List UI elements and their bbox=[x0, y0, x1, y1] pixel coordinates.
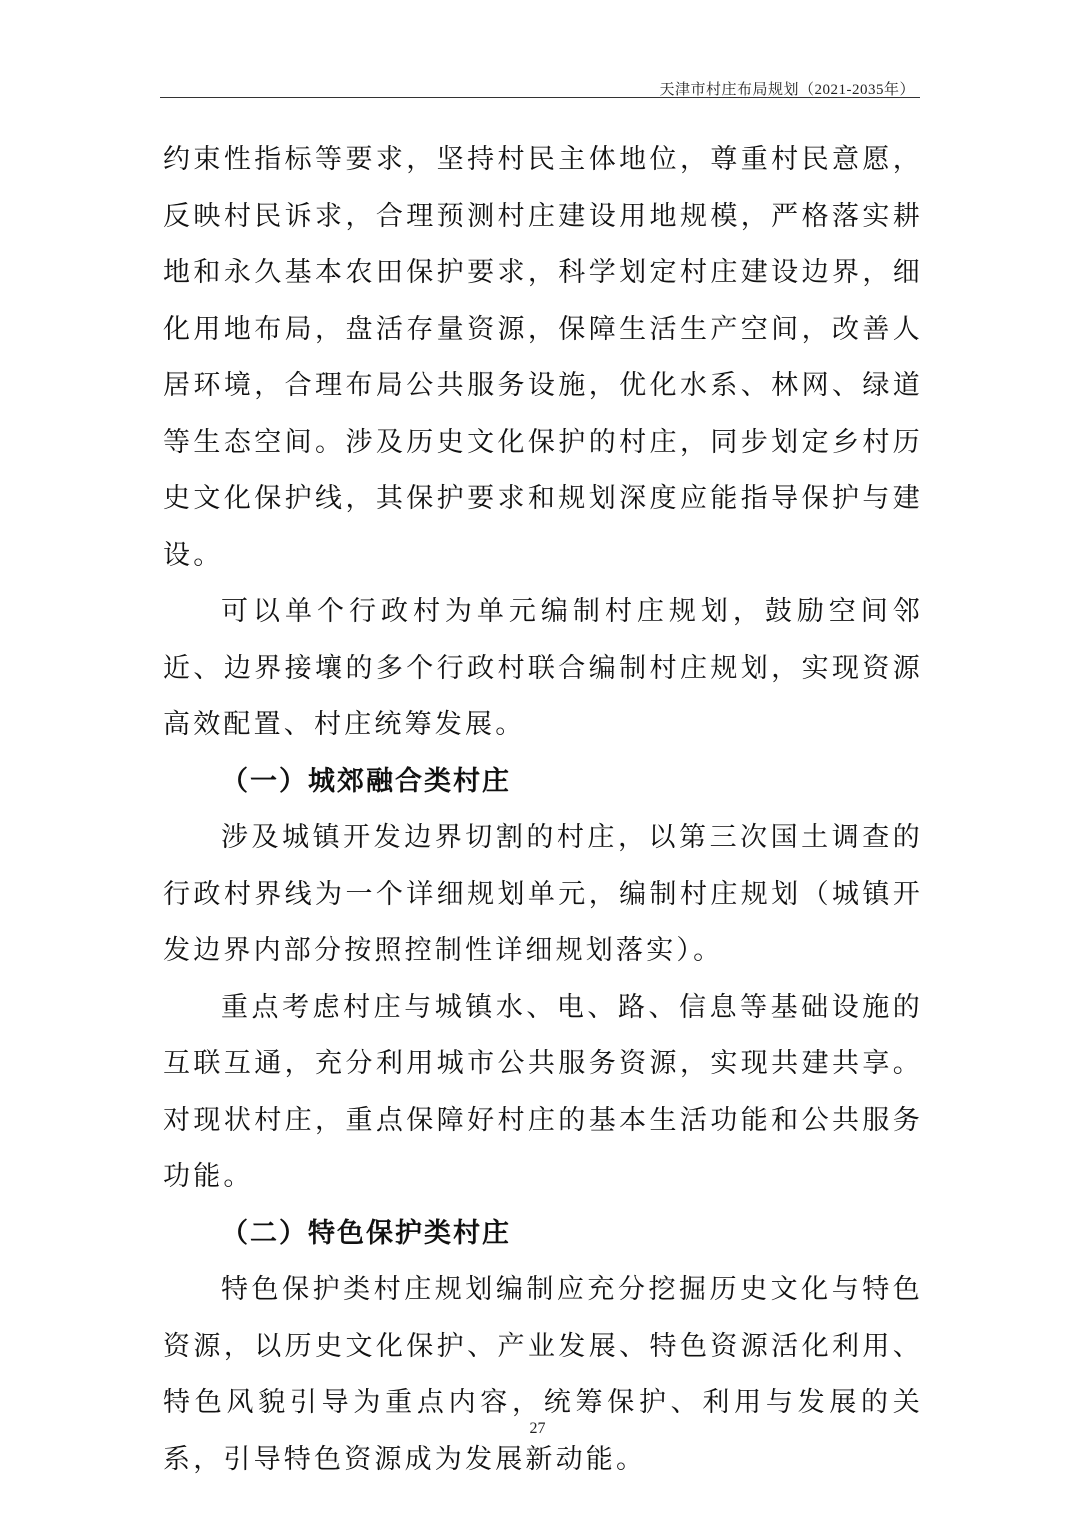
paragraph-continued: 约束性指标等要求，坚持村民主体地位，尊重村民意愿，反映村民诉求，合理预测村庄建设用地规模，严格落实耕地和永久基本农田保护要求，科学划定村庄建设边界，细化用地布局，盘活存量资源，保障生活生产空间，改善人居环境，合理布局公共服务设施，优化水系、林网、绿道等生态空间。涉及历史文化保护的村庄，同步划定乡村历史文化保护线，其保护要求和规划深度应能指导保护与建设。 bbox=[163, 144, 923, 571]
paragraph-suburban-boundary: 涉及城镇开发边界切割的村庄，以第三次国土调查的行政村界线为一个详细规划单元，编制村庄规划（城镇开发边界内部分按照控制性详细规划落实）。 bbox=[163, 822, 923, 966]
paragraph-characteristic-protection: 特色保护类村庄规划编制应充分挖掘历史文化与特色资源，以历史文化保护、产业发展、特色资源活化利用、特色风貌引导为重点内容，统筹保护、利用与发展的关系，引导特色资源成为发展新动能。 bbox=[163, 1274, 923, 1475]
section-heading-characteristic: （二）特色保护类村庄 bbox=[221, 1217, 511, 1249]
paragraph-planning-unit: 可以单个行政村为单元编制村庄规划，鼓励空间邻近、边界接壤的多个行政村联合编制村庄规划，实现资源高效配置、村庄统筹发展。 bbox=[163, 596, 923, 740]
page-body bbox=[163, 132, 923, 1488]
page-number: 27 bbox=[529, 1420, 546, 1437]
document-header-title: 天津市村庄布局规划（2021-2035年） bbox=[659, 82, 915, 98]
header-divider bbox=[160, 97, 920, 98]
paragraph-suburban-infrastructure: 重点考虑村庄与城镇水、电、路、信息等基础设施的互联互通，充分利用城市公共服务资源，实现共建共享。对现状村庄，重点保障好村庄的基本生活功能和公共服务功能。 bbox=[163, 991, 923, 1192]
section-heading-suburban: （一）城郊融合类村庄 bbox=[221, 765, 511, 797]
